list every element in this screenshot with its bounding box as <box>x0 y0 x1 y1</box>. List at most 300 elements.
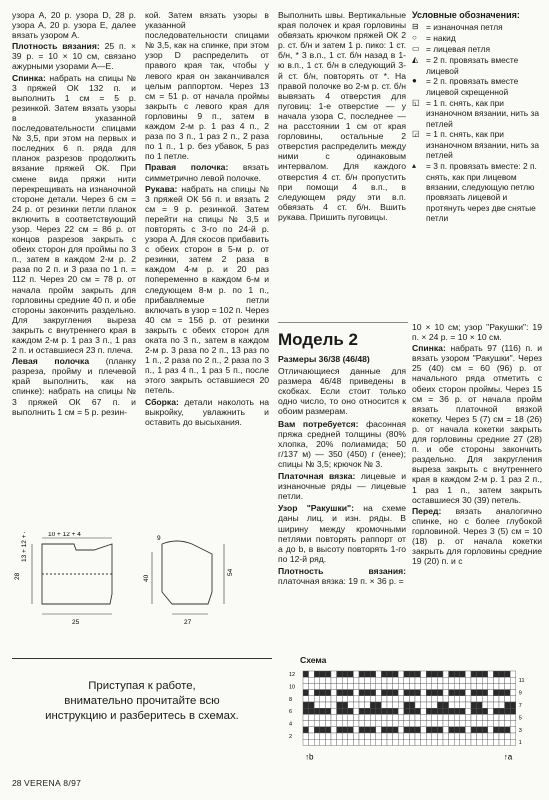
chart-cell <box>488 690 494 696</box>
chart-repeat-start-label: ↑b <box>305 752 314 762</box>
chart-cell <box>449 696 455 702</box>
purl-stitch-icon: ⊟ <box>412 22 419 32</box>
chart-cell <box>393 739 399 745</box>
chart-cell <box>499 721 505 727</box>
col1-intro: узора A, 20 р. узора D, 28 р. узора A, 20 р. узора E, далее вязать узором A. <box>12 10 136 41</box>
chart-cell <box>421 696 427 702</box>
chart-cell <box>421 683 427 689</box>
chart-cell <box>359 739 365 745</box>
chart-cell <box>359 714 365 720</box>
chart-cell <box>477 733 483 739</box>
chart-cell <box>337 690 343 696</box>
legend-text: = изнаночная петля <box>426 22 503 33</box>
m2-density-text: платочная вязка: 19 п. × 36 р. = <box>278 575 404 586</box>
chart-row-label: 10 <box>289 684 296 691</box>
chart-cell <box>376 739 382 745</box>
chart-cell <box>465 677 471 683</box>
chart-cell <box>303 671 309 677</box>
column-2 <box>145 10 269 428</box>
chart-cell <box>325 702 331 708</box>
chart-cell <box>437 696 443 702</box>
sleeve-top-label: 9 <box>157 535 161 542</box>
chart-cell <box>331 702 337 708</box>
chart-cell <box>415 690 421 696</box>
chart-cell <box>415 702 421 708</box>
chart-cell <box>320 721 326 727</box>
chart-cell <box>505 733 511 739</box>
chart-cell <box>499 727 505 733</box>
chart-cell <box>342 677 348 683</box>
chart-cell <box>460 683 466 689</box>
chart-cell <box>393 721 399 727</box>
bodice-side-label: 13 + 12 + 4 <box>21 532 28 562</box>
chart-cell <box>409 708 415 714</box>
chart-cell <box>359 677 365 683</box>
chart-cell <box>337 677 343 683</box>
chart-cell <box>337 739 343 745</box>
chart-cell <box>443 696 449 702</box>
chart-cell <box>370 708 376 714</box>
chart-cell <box>499 696 505 702</box>
chart-cell <box>454 714 460 720</box>
section-divider <box>278 322 408 323</box>
chart-cell <box>477 671 483 677</box>
chart-cell <box>449 739 455 745</box>
chart-cell <box>314 696 320 702</box>
chart-cell <box>376 708 382 714</box>
chart-cell <box>465 708 471 714</box>
chart-cell <box>331 721 337 727</box>
legend <box>412 10 542 224</box>
chart-cell <box>465 733 471 739</box>
chart-cell <box>488 683 494 689</box>
chart-cell <box>303 708 309 714</box>
chart-row-label-right: 11 <box>518 678 525 685</box>
chart-cell <box>465 690 471 696</box>
chart-cell <box>510 683 516 689</box>
chart-cell <box>465 702 471 708</box>
chart-cell <box>320 702 326 708</box>
shell-title: Узор "Ракушки": <box>278 503 354 514</box>
chart-cell <box>471 739 477 745</box>
chart-cell <box>505 708 511 714</box>
chart-cell <box>342 708 348 714</box>
chart-cell <box>359 696 365 702</box>
col2-intro: кой. Затем вязать узоры в указанной последовательности спицами № 3,5, как на спинке, при этом узор D распределить от правого края так, чтобы у левого края он заканчивался целым раппортом. Через 13 см = 51 р. от начала проймы закрыть с левого края для горловины 9 п., затем в каждом 2-м р. 1 раз 4 п., 2 раза по 3 п., 1 раз 2 п., 2 раза по 1 п., 1 р. без убавок, 5 раз по 1 петле. <box>145 10 269 162</box>
chart-cell <box>381 721 387 727</box>
chart-cell <box>443 714 449 720</box>
chart-cell <box>404 708 410 714</box>
chart-cell <box>381 733 387 739</box>
chart-cell <box>493 702 499 708</box>
chart-cell <box>488 739 494 745</box>
chart-cell <box>365 671 371 677</box>
chart-cell <box>510 696 516 702</box>
chart-cell <box>303 727 309 733</box>
chart-cell <box>432 727 438 733</box>
chart-cell <box>342 714 348 720</box>
chart-cell <box>387 702 393 708</box>
note-line-1: Приступая к работе, <box>88 680 196 692</box>
slip-stitch-front-icon: ◲ <box>412 129 420 139</box>
chart-cell <box>432 733 438 739</box>
chart-cell <box>309 690 315 696</box>
chart-cell <box>353 690 359 696</box>
chart-cell <box>471 733 477 739</box>
chart-cell <box>325 727 331 733</box>
note-text <box>12 679 272 724</box>
pattern-diagrams <box>12 532 272 632</box>
chart-cell <box>337 721 343 727</box>
chart-cell <box>471 714 477 720</box>
chart-cell <box>443 739 449 745</box>
model-2-section <box>278 330 406 588</box>
chart-cell <box>465 683 471 689</box>
model-2-continued <box>412 322 542 567</box>
chart-cell <box>393 727 399 733</box>
chart-cell <box>454 739 460 745</box>
chart-cell <box>314 683 320 689</box>
chart-cell <box>381 702 387 708</box>
chart-cell <box>370 690 376 696</box>
chart-cell <box>404 727 410 733</box>
legend-item <box>412 129 542 160</box>
col2-sleeves <box>145 184 269 396</box>
chart-cell <box>454 702 460 708</box>
chart-cell <box>325 714 331 720</box>
chart-cell <box>353 708 359 714</box>
assembly-title: Сборка: <box>145 396 179 407</box>
chart-cell <box>348 696 354 702</box>
chart-cell <box>309 696 315 702</box>
m2-density-cont: 10 × 10 см; узор "Ракушки": 19 п. × 24 р. = 10 × 10 см. <box>412 322 542 343</box>
chart-cell <box>320 696 326 702</box>
chart-cell <box>398 708 404 714</box>
chart-cell <box>465 739 471 745</box>
chart-cell <box>309 739 315 745</box>
k2tog-icon: ◭ <box>412 55 419 65</box>
chart-cell <box>460 733 466 739</box>
chart-cell <box>303 683 309 689</box>
chart-cell <box>443 708 449 714</box>
chart-cell <box>387 696 393 702</box>
chart-cell <box>482 708 488 714</box>
chart-cell <box>465 721 471 727</box>
chart-cell <box>505 690 511 696</box>
chart-cell <box>443 727 449 733</box>
chart-cell <box>314 702 320 708</box>
chart-cell <box>393 708 399 714</box>
chart-cell <box>409 714 415 720</box>
column-3 <box>278 10 406 223</box>
col1-density <box>12 41 136 71</box>
bodice-bottom-label: 25 <box>72 619 80 626</box>
chart-cell <box>359 708 365 714</box>
chart-cell <box>471 727 477 733</box>
chart-cell <box>449 690 455 696</box>
chart-cell <box>393 696 399 702</box>
chart-cell <box>381 714 387 720</box>
chart-cell <box>421 708 427 714</box>
chart-cell <box>443 677 449 683</box>
legend-item <box>412 44 542 54</box>
chart-cell <box>331 739 337 745</box>
chart-cell <box>421 690 427 696</box>
chart-cell <box>505 714 511 720</box>
chart-cell <box>309 683 315 689</box>
chart-cell <box>471 721 477 727</box>
chart-cell <box>359 733 365 739</box>
chart-cell <box>493 690 499 696</box>
chart-cell <box>348 677 354 683</box>
chart-cell <box>415 733 421 739</box>
chart-cell <box>415 677 421 683</box>
knit-stitch-icon: ▭ <box>412 44 420 54</box>
chart-cell <box>393 733 399 739</box>
chart-cell <box>393 702 399 708</box>
chart-cell <box>325 683 331 689</box>
chart-cell <box>370 683 376 689</box>
chart-cell <box>331 696 337 702</box>
right-front-title: Правая полочка: <box>145 162 229 173</box>
chart-cell <box>432 671 438 677</box>
chart-cell <box>365 727 371 733</box>
yarn-over-icon: ○ <box>412 33 417 43</box>
chart-cell <box>325 677 331 683</box>
chart-row-label: 4 <box>289 721 293 728</box>
chart-cell <box>359 727 365 733</box>
chart-cell <box>309 727 315 733</box>
legend-item <box>412 161 542 223</box>
chart-cell <box>493 721 499 727</box>
chart-cell <box>348 708 354 714</box>
page-footer <box>12 778 81 788</box>
chart-cell <box>342 721 348 727</box>
chart-cell <box>365 696 371 702</box>
chart-cell <box>482 696 488 702</box>
chart-cell <box>415 696 421 702</box>
m2-front <box>412 506 542 567</box>
chart-cell <box>493 739 499 745</box>
page-number: 28 <box>12 778 22 788</box>
chart-cell <box>488 702 494 708</box>
chart-cell <box>381 739 387 745</box>
chart-cell <box>404 696 410 702</box>
knitting-chart-svg <box>285 665 535 785</box>
chart-cell <box>337 714 343 720</box>
chart-cell <box>376 671 382 677</box>
chart-cell <box>393 714 399 720</box>
chart-cell <box>331 727 337 733</box>
chart-cell <box>443 683 449 689</box>
chart-cell <box>381 708 387 714</box>
chart-cell <box>303 677 309 683</box>
chart-cell <box>398 727 404 733</box>
chart-cell <box>320 739 326 745</box>
note-line-2: внимательно прочитайте всю <box>64 695 220 707</box>
chart-cell <box>510 702 516 708</box>
chart-cell <box>415 727 421 733</box>
chart-cell <box>499 690 505 696</box>
chart-cell <box>415 739 421 745</box>
chart-cell <box>348 733 354 739</box>
left-front-text: (планку разреза, пройму и плечевой край выполнить, как на спинке): набрать на спицы № 3 пряжей ОК 67 п. и выполнить 1 см = 5 р. резин- <box>12 356 137 417</box>
chart-cell <box>493 677 499 683</box>
chart-cell <box>460 696 466 702</box>
chart-cell <box>314 677 320 683</box>
chart-cell <box>426 671 432 677</box>
chart-cell <box>376 696 382 702</box>
magazine-name: VERENA 8/97 <box>23 778 82 788</box>
chart-cell <box>370 721 376 727</box>
legend-text: = 1 п. снять, как при изнаночном вязании, нить за петлей <box>426 97 539 129</box>
chart-cell <box>348 727 354 733</box>
chart-cell <box>460 690 466 696</box>
chart-cell <box>348 721 354 727</box>
chart-cell <box>325 739 331 745</box>
chart-cell <box>482 683 488 689</box>
chart-cell <box>426 690 432 696</box>
chart-cell <box>303 714 309 720</box>
chart-cell <box>309 733 315 739</box>
chart-cell <box>454 708 460 714</box>
m2-back-title: Спинка: <box>412 343 446 354</box>
model-2-density <box>278 566 406 586</box>
chart-cell <box>342 702 348 708</box>
chart-cell <box>454 690 460 696</box>
chart-cell <box>415 683 421 689</box>
chart-cell <box>376 721 382 727</box>
chart-cell <box>421 739 427 745</box>
instruction-note <box>12 658 272 739</box>
chart-cell <box>359 671 365 677</box>
chart-cell <box>477 708 483 714</box>
chart-cell <box>471 671 477 677</box>
chart-cell <box>314 721 320 727</box>
chart-cell <box>325 671 331 677</box>
chart-cell <box>393 690 399 696</box>
chart-cell <box>437 714 443 720</box>
chart-cell <box>353 733 359 739</box>
chart-cell <box>432 721 438 727</box>
chart-cell <box>449 708 455 714</box>
chart-cell <box>488 733 494 739</box>
chart-cell <box>409 677 415 683</box>
chart-cell <box>488 714 494 720</box>
chart-cell <box>449 702 455 708</box>
sleeve-left-label: 40 <box>143 574 150 582</box>
chart-cell <box>353 721 359 727</box>
chart-cell <box>353 702 359 708</box>
chart-cell <box>376 690 382 696</box>
chart-cell <box>337 671 343 677</box>
chart-cell <box>437 683 443 689</box>
legend-text: = 2 п. провязать вместе лицевой скрещенной <box>426 76 519 97</box>
chart-cell <box>465 714 471 720</box>
chart-cell <box>415 708 421 714</box>
chart-grid <box>303 671 516 745</box>
chart-cell <box>353 696 359 702</box>
chart-cell <box>348 714 354 720</box>
chart-cell <box>393 677 399 683</box>
chart-cell <box>320 708 326 714</box>
chart-cell <box>510 727 516 733</box>
pattern-svg <box>12 532 272 632</box>
chart-cell <box>320 690 326 696</box>
chart-cell <box>505 671 511 677</box>
chart-cell <box>432 739 438 745</box>
sleeve-bottom-label: 27 <box>184 619 192 626</box>
chart-cell <box>370 714 376 720</box>
chart-cell <box>320 683 326 689</box>
chart-cell <box>437 733 443 739</box>
chart-cell <box>409 721 415 727</box>
chart-cell <box>359 721 365 727</box>
chart-cell <box>432 677 438 683</box>
chart-cell <box>381 683 387 689</box>
chart-cell <box>331 671 337 677</box>
chart-cell <box>482 677 488 683</box>
column-1 <box>12 10 136 418</box>
chart-cell <box>443 671 449 677</box>
chart-cell <box>471 683 477 689</box>
chart-cell <box>449 671 455 677</box>
chart-cell <box>454 696 460 702</box>
chart-cell <box>404 683 410 689</box>
chart-cell <box>325 696 331 702</box>
chart-cell <box>309 714 315 720</box>
chart-cell <box>348 702 354 708</box>
chart-cell <box>493 671 499 677</box>
m2-back <box>412 343 542 505</box>
chart-cell <box>387 677 393 683</box>
chart-cell <box>398 696 404 702</box>
chart-cell <box>460 714 466 720</box>
knitting-chart <box>285 665 535 785</box>
chart-cell <box>342 690 348 696</box>
m2-front-text: вязать аналогично спинке, но с более глубокой горловиной. Через 3 (5) см = 10 (18) р. от начала кокетки закрыть для горловины средние 19 (20) п. и с <box>412 505 543 567</box>
garter-title: Платочная вязка: <box>278 471 356 482</box>
chart-cell <box>426 721 432 727</box>
chart-cell <box>359 690 365 696</box>
chart-cell <box>370 727 376 733</box>
chart-cell <box>432 683 438 689</box>
chart-cell <box>376 714 382 720</box>
chart-cell <box>437 690 443 696</box>
chart-cell <box>370 739 376 745</box>
chart-cell <box>465 671 471 677</box>
chart-cell <box>493 714 499 720</box>
chart-cell <box>320 677 326 683</box>
chart-cell <box>454 671 460 677</box>
chart-cell <box>426 696 432 702</box>
chart-cell <box>488 708 494 714</box>
sleeve-right-label: 54 <box>227 568 234 576</box>
chart-cell <box>398 714 404 720</box>
chart-cell <box>437 671 443 677</box>
chart-cell <box>499 671 505 677</box>
chart-cell <box>437 708 443 714</box>
chart-cell <box>309 671 315 677</box>
chart-cell <box>331 708 337 714</box>
shell-text: на схеме даны лиц. и изн. ряды. В ширину между кромочными петлями повторять раппорт от a до b, в высоту повторять 1-го по 12-й ряд. <box>278 503 406 564</box>
chart-cell <box>376 683 382 689</box>
chart-cell <box>303 690 309 696</box>
chart-cell <box>510 733 516 739</box>
chart-cell <box>309 677 315 683</box>
chart-cell <box>510 721 516 727</box>
col2-assembly <box>145 397 269 427</box>
